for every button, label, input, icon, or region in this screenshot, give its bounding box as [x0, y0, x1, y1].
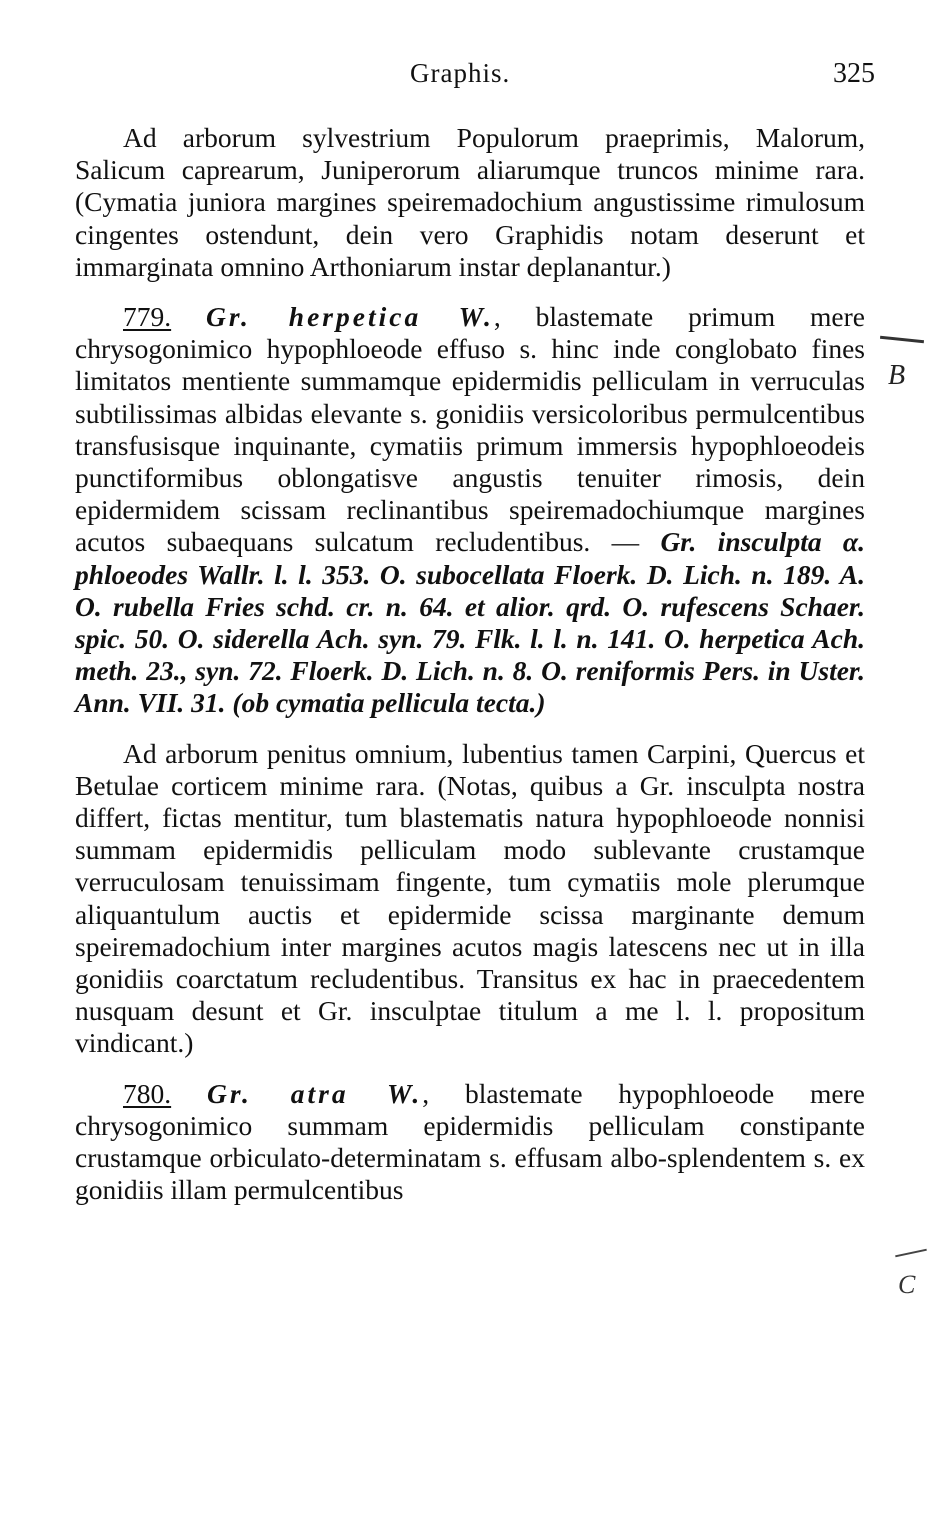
entry-synonymy: Gr. insculpta α. phloeodes Wallr. l. l. 353. O. subocellata Floerk. D. Lich. n. 189. A. O. rubella Fries schd. cr. n. 64. et alior. qrd. O. rufescens Schaer. spic. 50. O. siderella Ach. syn. 79. Flk. l. l. n. 141. O. herpetica Ach. meth. 23., syn. 72. Floerk. D. Lich. n. 8. O. reniformis Pers. in Uster. Ann. VII. 31. (ob cymatia pellicula tecta.): [75, 526, 865, 719]
entry-description: , blastemate hypophloeode mere chrysogonimico summam epidermidis pelliculam constipante crustamque orbiculato-determinatam s. effusam albo-splendentem s. ex gonidiis illam permulcentibus: [75, 1077, 865, 1206]
page-number: 325: [833, 58, 875, 89]
page-header: [75, 58, 875, 98]
margin-annotation: B: [888, 360, 906, 391]
entry-780: [75, 1078, 865, 1207]
species-name: Gr. herpetica W.: [206, 301, 494, 333]
body-text: [75, 122, 865, 1207]
entry-number: 780.: [123, 1077, 172, 1109]
entry-number: 779.: [123, 301, 172, 333]
margin-dash: [895, 1249, 927, 1258]
entry-description: , blastemate primum mere chrysogonimico hypophloeode effuso s. hinc inde conglobato fines limitatos mentiente summamque epidermidis pelliculam in verruculas subtilissimas albidas elevante s. gonidiis versicoloribus permulcentibus transfusisque inquinante, cymatiis primum immersis hypophloeodeis punctiformibus oblongatisve angustis tenuiter rimosis, dein epidermidem scissam reclinantibus speiremadochiumque margines acutos subaequans sulcatum recludentibus. —: [75, 301, 865, 558]
running-head: Graphis.: [410, 58, 511, 88]
entry-779: [75, 301, 865, 720]
margin-dash: [880, 336, 924, 344]
margin-annotation: C: [898, 1270, 916, 1299]
paragraph-habitat-2: Ad arborum penitus omnium, lubentius tamen Carpini, Quercus et Betulae corticem minime rara. (Notas, quibus a Gr. insculpta nostra differt, fictas mentitur, tum blastematis natura hypophloeode nonnisi summam epidermidis pelliculam modo sublevante crustamque verruculosam tenuissimam fingente, tum cymatiis mole plerumque aliquantulum auctis et epidermide scissa marginante demum speiremadochium inter margines acutos magis latescens nec ut in illa gonidiis coarctatum recludentibus. Transitus ex hac in praecedentem nusquam desunt et Gr. insculptae titulum a me l. l. propositum vindicant.): [75, 737, 865, 1059]
paragraph-habitat-1: Ad arborum sylvestrium Populorum praeprimis, Malorum, Salicum caprearum, Juniperorum aliarumque truncos minime rara. (Cymatia juniora margines speiremadochium angustissime rimulosum cingentes ostendunt, dein vero Graphidis notam deserunt et immarginata omnino Arthoniarum instar deplanantur.): [75, 122, 865, 282]
species-name: Gr. atra W.: [206, 1077, 423, 1109]
